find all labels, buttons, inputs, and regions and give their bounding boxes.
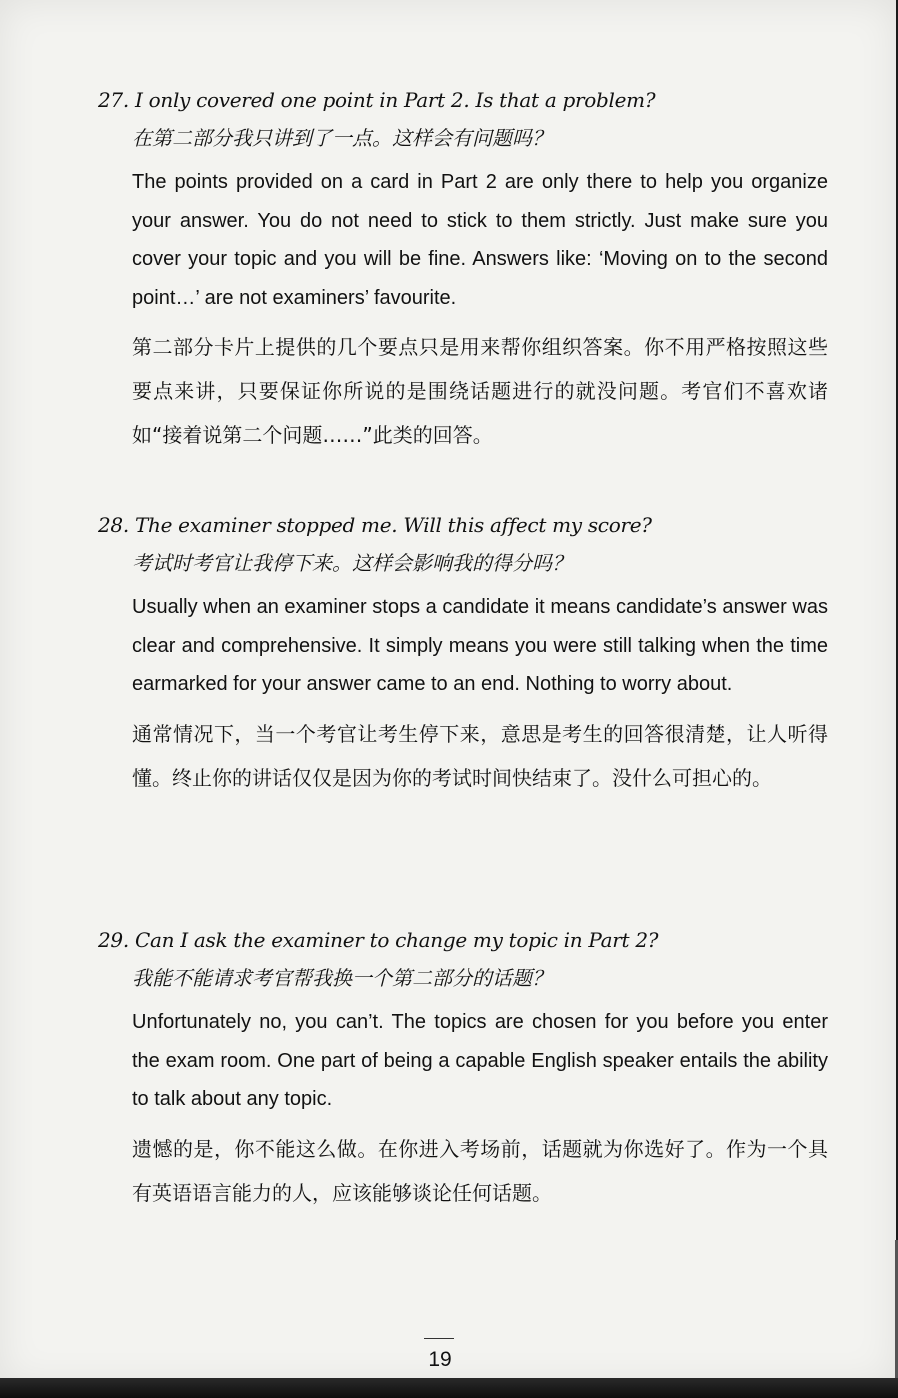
- page-bottom-edge: [0, 1378, 898, 1398]
- qa-item-29: [98, 925, 828, 1215]
- question-chinese: 我能不能请求考官帮我换一个第二部分的话题？: [132, 966, 552, 990]
- answer-chinese: 通常情况下，当一个考官让考生停下来，意思是考生的回答很清楚，让人听得懂。终止你的讲话仅仅是因为你的考试时间快结束了。没什么可担心的。: [132, 721, 828, 790]
- answer-english: Unfortunately no, you can’t. The topics are chosen for you before you enter the exam room. One part of being a capable English speaker entails the ability to talk about any topic.: [132, 1011, 828, 1110]
- question-english: 29. Can I ask the examiner to change my topic in Part 2?: [98, 928, 659, 952]
- page-number-rule: [424, 1338, 454, 1339]
- page-number: 19: [428, 1348, 452, 1371]
- answer-english: Usually when an examiner stops a candidate it means candidate’s answer was clear and comprehensive. It simply means you were still talking when the time earmarked for your answer came to an end. Nothing to worry about.: [132, 596, 828, 695]
- question-chinese: 在第二部分我只讲到了一点。这样会有问题吗？: [132, 126, 552, 150]
- answer-chinese: 第二部分卡片上提供的几个要点只是用来帮你组织答案。你不用严格按照这些要点来讲，只要保证你所说的是围绕话题进行的就没问题。考官们不喜欢诸如“接着说第二个问题……”此类的回答。: [132, 335, 828, 447]
- question-english: 27. I only covered one point in Part 2. Is that a problem?: [98, 88, 656, 112]
- question-chinese: 考试时考官让我停下来。这样会影响我的得分吗？: [132, 551, 572, 575]
- answer-chinese: 遗憾的是，你不能这么做。在你进入考场前，话题就为你选好了。作为一个具有英语语言能力的人，应该能够谈论任何话题。: [132, 1136, 828, 1205]
- question-english: 28. The examiner stopped me. Will this affect my score?: [98, 513, 652, 537]
- qa-item-28: [98, 510, 828, 800]
- answer-english: The points provided on a card in Part 2 are only there to help you organize your answer. You do not need to stick to them strictly. Just make sure you cover your topic and you will be fine. Answers like: ‘Moving on to the second point…’ are not examiners’ favourite.: [132, 171, 828, 309]
- qa-item-27: [98, 85, 828, 457]
